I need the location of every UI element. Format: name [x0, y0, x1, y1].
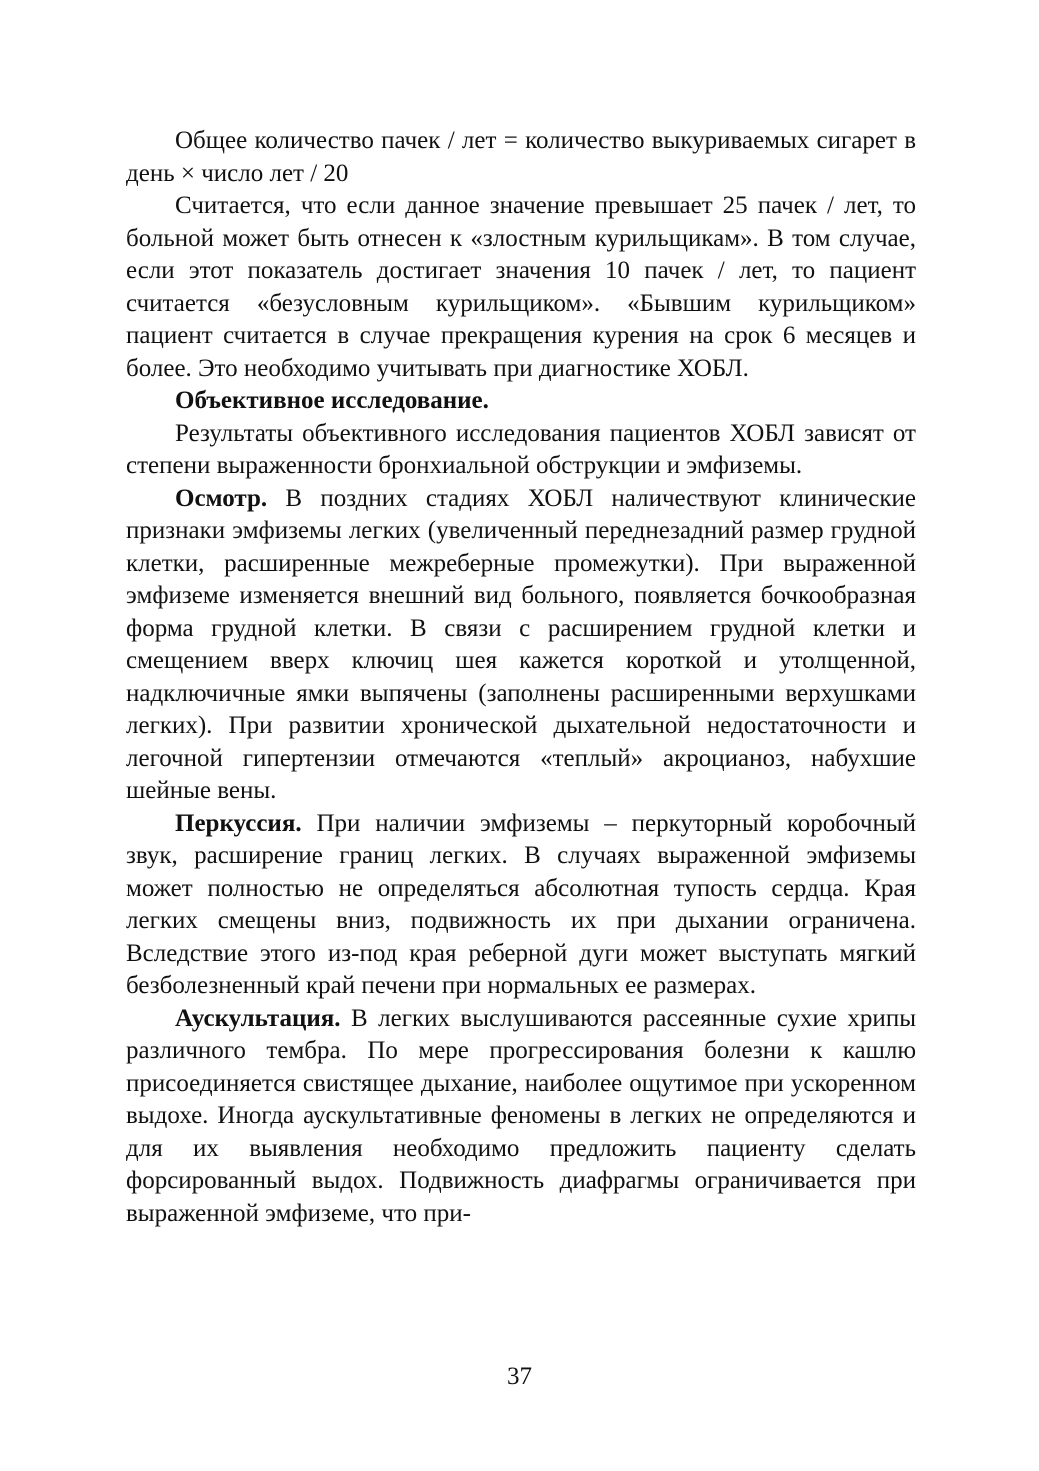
paragraph-smoker-classification — [126, 190, 916, 385]
paragraph-pack-years-formula — [126, 125, 916, 190]
section-heading: Объективное исследование. — [175, 387, 489, 414]
inline-heading-percussion: Перкуссия. — [175, 809, 302, 837]
section-heading-objective-exam — [126, 385, 916, 418]
paragraph-text: Результаты объективного исследования пациентов ХОБЛ зависят от степени выраженности бронхиальной обструкции и эмфиземы. — [126, 419, 916, 479]
paragraph-text: При наличии эмфиземы – перкуторный коробочный звук, расширение границ легких. В случаях выраженной эмфиземы может полностью не определяться абсолютная тупость сердца. Края легких смещены вниз, подвижность их при дыхании ограничена. Вследствие этого из-под края реберной дуги может выступать мягкий безболезненный край печени при нормальных ее размерах. — [126, 809, 916, 999]
paragraph-percussion — [126, 808, 916, 1003]
body-text — [126, 125, 916, 1230]
inline-heading-auscultation: Аускультация. — [175, 1004, 341, 1032]
paragraph-text: Считается, что если данное значение превышает 25 пачек / лет, то больной может быть отнесен к «злостным курильщикам». В том случае, если этот показатель достигает значения 10 пачек / лет, то пациент считается «безусловным курильщиком». «Бывшим курильщиком» пациент считается в случае прекращения курения на срок 6 месяцев и более. Это необходимо учитывать при диагностике ХОБЛ. — [126, 192, 916, 382]
paragraph-text: В поздних стадиях ХОБЛ наличествуют клинические признаки эмфиземы легких (увеличенный переднезадний размер грудной клетки, расширенные межреберные промежутки). При выраженной эмфиземе изменяется внешний вид больного, появляется бочкообразная форма грудной клетки. В связи с расширением грудной клетки и смещением вверх ключиц шея кажется короткой и утолщенной, надключичные ямки выпячены (заполнены расширенными верхушками легких). При развитии хронической дыхательной недостаточности и легочной гипертензии отмечаются «теплый» акроцианоз, набухшие шейные вены. — [126, 484, 916, 804]
paragraph-auscultation — [126, 1003, 916, 1231]
paragraph-text: В легких выслушиваются рассеянные сухие хрипы различного тембра. По мере прогрессирования болезни к кашлю присоединяется свистящее дыхание, наиболее ощутимое при ускоренном выдохе. Иногда аускультативные феномены в легких не определяются и для их выявления необходимо предложить пациенту сделать форсированный выдох. Подвижность диафрагмы ограничивается при выраженной эмфиземе, что при- — [126, 1004, 916, 1227]
paragraph-inspection — [126, 483, 916, 808]
paragraph-objective-results — [126, 418, 916, 483]
inline-heading-inspection: Осмотр. — [175, 484, 268, 512]
paragraph-text: Общее количество пачек / лет = количество выкуриваемых сигарет в день × число лет / 20 — [126, 127, 916, 187]
page-number: 37 — [507, 1363, 532, 1390]
